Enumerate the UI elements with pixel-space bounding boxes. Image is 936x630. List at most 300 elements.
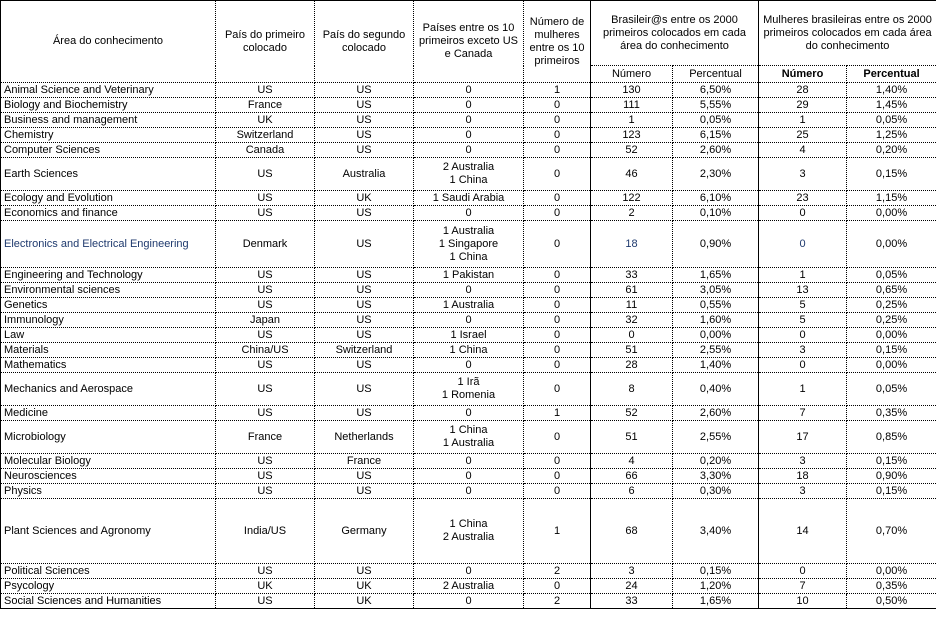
country-entry: 0 — [465, 98, 472, 111]
cell-top10-countries — [414, 421, 524, 454]
header-second-country: País do segundo colocado — [315, 1, 414, 83]
cell-wbr-numero: 5 — [759, 298, 847, 313]
cell-first-country: US — [216, 564, 315, 579]
cell-area: Animal Science and Veterinary — [1, 83, 216, 98]
cell-top10-countries — [414, 358, 524, 373]
cell-wbr-percentual: 0,15% — [847, 158, 936, 191]
country-entry: 1 Saudi Arabia — [432, 191, 505, 204]
country-entry: 2 Australia — [442, 161, 495, 173]
cell-wbr-numero: 0 — [759, 328, 847, 343]
cell-first-country: US — [216, 191, 315, 206]
cell-br-numero: 66 — [591, 469, 673, 484]
cell-wbr-percentual: 0,15% — [847, 454, 936, 469]
header-brazilian-women: Mulheres brasileiras entre os 2000 primeiros colocados em cada área do conhecimento — [759, 1, 936, 66]
country-entry: 1 Singapore — [438, 237, 499, 250]
cell-second-country: Switzerland — [315, 343, 414, 358]
cell-area: Computer Sciences — [1, 143, 216, 158]
cell-first-country: Denmark — [216, 221, 315, 268]
cell-top10-countries — [414, 221, 524, 268]
header-numero-women: Número — [759, 66, 847, 83]
cell-second-country: US — [315, 298, 414, 313]
table-row — [1, 469, 936, 484]
cell-top10-countries — [414, 113, 524, 128]
cell-br-percentual: 2,55% — [673, 421, 759, 454]
cell-br-percentual: 0,40% — [673, 373, 759, 406]
cell-first-country: US — [216, 373, 315, 406]
cell-area: Electronics and Electrical Engineering — [1, 221, 216, 268]
cell-wbr-percentual: 0,50% — [847, 594, 936, 609]
country-entry: 1 China — [449, 424, 488, 436]
cell-br-numero: 52 — [591, 406, 673, 421]
cell-br-numero: 61 — [591, 283, 673, 298]
cell-top10-countries — [414, 283, 524, 298]
cell-wbr-numero: 0 — [759, 358, 847, 373]
cell-area: Psycology — [1, 579, 216, 594]
cell-wbr-numero: 7 — [759, 406, 847, 421]
cell-area: Chemistry — [1, 128, 216, 143]
cell-first-country: India/US — [216, 499, 315, 564]
table-row — [1, 454, 936, 469]
header-percentual: Percentual — [673, 66, 759, 83]
country-entry: 0 — [465, 143, 472, 156]
cell-area: Neurosciences — [1, 469, 216, 484]
country-entry: 1 China — [449, 250, 488, 263]
cell-women-top10: 1 — [524, 499, 591, 564]
header-numero: Número — [591, 66, 673, 83]
cell-first-country: US — [216, 358, 315, 373]
cell-area: Microbiology — [1, 421, 216, 454]
cell-second-country: US — [315, 113, 414, 128]
table-row — [1, 484, 936, 499]
country-entry: 1 Romenia — [441, 389, 496, 401]
cell-first-country: US — [216, 406, 315, 421]
cell-top10-countries — [414, 313, 524, 328]
cell-women-top10: 0 — [524, 98, 591, 113]
cell-br-numero: 122 — [591, 191, 673, 206]
cell-wbr-numero: 14 — [759, 499, 847, 564]
cell-women-top10: 0 — [524, 268, 591, 283]
cell-wbr-percentual: 0,65% — [847, 283, 936, 298]
cell-wbr-percentual: 0,70% — [847, 499, 936, 564]
cell-second-country: Germany — [315, 499, 414, 564]
cell-wbr-numero: 3 — [759, 484, 847, 499]
cell-top10-countries — [414, 343, 524, 358]
cell-br-numero: 111 — [591, 98, 673, 113]
cell-br-percentual: 0,30% — [673, 484, 759, 499]
country-entry: 0 — [465, 594, 472, 607]
cell-top10-countries — [414, 298, 524, 313]
cell-first-country: US — [216, 206, 315, 221]
cell-br-percentual: 0,15% — [673, 564, 759, 579]
cell-area: Law — [1, 328, 216, 343]
cell-first-country: US — [216, 454, 315, 469]
cell-first-country: China/US — [216, 343, 315, 358]
cell-wbr-percentual: 0,20% — [847, 143, 936, 158]
table-row — [1, 206, 936, 221]
cell-br-percentual: 0,05% — [673, 113, 759, 128]
cell-br-percentual: 6,15% — [673, 128, 759, 143]
cell-wbr-numero: 17 — [759, 421, 847, 454]
cell-br-percentual: 1,20% — [673, 579, 759, 594]
cell-area: Environmental sciences — [1, 283, 216, 298]
cell-wbr-percentual: 0,35% — [847, 579, 936, 594]
cell-second-country: US — [315, 313, 414, 328]
cell-br-numero: 1 — [591, 113, 673, 128]
cell-women-top10: 0 — [524, 343, 591, 358]
cell-br-percentual: 6,10% — [673, 191, 759, 206]
cell-women-top10: 0 — [524, 313, 591, 328]
cell-wbr-numero: 0 — [759, 221, 847, 268]
cell-br-numero: 11 — [591, 298, 673, 313]
cell-wbr-percentual: 0,00% — [847, 564, 936, 579]
cell-women-top10: 2 — [524, 564, 591, 579]
cell-second-country: US — [315, 564, 414, 579]
cell-br-numero: 51 — [591, 421, 673, 454]
cell-br-percentual: 1,60% — [673, 313, 759, 328]
table-row — [1, 158, 936, 191]
table-row — [1, 499, 936, 564]
table-row — [1, 579, 936, 594]
table-row — [1, 328, 936, 343]
table-row — [1, 83, 936, 98]
table-row — [1, 128, 936, 143]
cell-wbr-percentual: 0,25% — [847, 313, 936, 328]
cell-women-top10: 0 — [524, 454, 591, 469]
country-entry: 0 — [465, 358, 472, 371]
cell-br-percentual: 1,65% — [673, 594, 759, 609]
cell-top10-countries — [414, 594, 524, 609]
cell-top10-countries — [414, 191, 524, 206]
country-entry: 0 — [465, 564, 472, 577]
cell-br-numero: 130 — [591, 83, 673, 98]
cell-br-percentual: 6,50% — [673, 83, 759, 98]
cell-first-country: US — [216, 283, 315, 298]
cell-first-country: France — [216, 421, 315, 454]
cell-top10-countries — [414, 469, 524, 484]
cell-women-top10: 0 — [524, 221, 591, 268]
cell-first-country: US — [216, 469, 315, 484]
cell-first-country: US — [216, 484, 315, 499]
cell-second-country: UK — [315, 579, 414, 594]
cell-wbr-numero: 3 — [759, 158, 847, 191]
cell-second-country: US — [315, 128, 414, 143]
cell-wbr-numero: 29 — [759, 98, 847, 113]
country-entry: 0 — [465, 313, 472, 326]
country-entry: 1 Australia — [442, 224, 495, 237]
cell-second-country: US — [315, 221, 414, 268]
cell-area: Medicine — [1, 406, 216, 421]
cell-area: Engineering and Technology — [1, 268, 216, 283]
cell-area: Immunology — [1, 313, 216, 328]
country-entry: 2 Australia — [442, 531, 495, 543]
cell-first-country: Japan — [216, 313, 315, 328]
cell-wbr-numero: 28 — [759, 83, 847, 98]
cell-br-numero: 68 — [591, 499, 673, 564]
cell-br-numero: 28 — [591, 358, 673, 373]
cell-women-top10: 0 — [524, 206, 591, 221]
cell-br-percentual: 3,30% — [673, 469, 759, 484]
cell-top10-countries — [414, 328, 524, 343]
cell-area: Social Sciences and Humanities — [1, 594, 216, 609]
cell-women-top10: 0 — [524, 113, 591, 128]
cell-br-numero: 2 — [591, 206, 673, 221]
cell-br-numero: 33 — [591, 268, 673, 283]
country-entry: 1 China — [449, 343, 488, 356]
table-row — [1, 343, 936, 358]
cell-first-country: US — [216, 158, 315, 191]
cell-br-numero: 6 — [591, 484, 673, 499]
country-entry: 0 — [465, 206, 472, 219]
table-row — [1, 283, 936, 298]
cell-wbr-numero: 4 — [759, 143, 847, 158]
cell-women-top10: 0 — [524, 158, 591, 191]
country-entry: 1 Pakistan — [442, 268, 495, 281]
country-entry: 1 Irã — [457, 376, 480, 388]
cell-top10-countries — [414, 373, 524, 406]
cell-first-country: US — [216, 594, 315, 609]
table-row — [1, 406, 936, 421]
cell-second-country: US — [315, 469, 414, 484]
cell-wbr-percentual: 0,05% — [847, 373, 936, 406]
cell-top10-countries — [414, 158, 524, 191]
country-entry: 1 Australia — [442, 298, 495, 311]
cell-br-numero: 4 — [591, 454, 673, 469]
cell-br-percentual: 2,60% — [673, 143, 759, 158]
cell-wbr-percentual: 0,05% — [847, 113, 936, 128]
cell-br-percentual: 1,40% — [673, 358, 759, 373]
table-row — [1, 358, 936, 373]
cell-second-country: US — [315, 373, 414, 406]
table-row — [1, 298, 936, 313]
cell-br-numero: 18 — [591, 221, 673, 268]
cell-women-top10: 2 — [524, 594, 591, 609]
country-entry: 0 — [465, 128, 472, 141]
country-entry: 0 — [465, 406, 472, 419]
cell-wbr-numero: 0 — [759, 206, 847, 221]
cell-top10-countries — [414, 499, 524, 564]
table-row — [1, 98, 936, 113]
cell-second-country: UK — [315, 594, 414, 609]
country-entry: 0 — [465, 83, 472, 96]
cell-wbr-percentual: 1,25% — [847, 128, 936, 143]
table-row — [1, 143, 936, 158]
cell-wbr-numero: 0 — [759, 564, 847, 579]
cell-wbr-percentual: 0,05% — [847, 268, 936, 283]
cell-top10-countries — [414, 128, 524, 143]
header-first-country: País do primeiro colocado — [216, 1, 315, 83]
table-row — [1, 373, 936, 406]
cell-women-top10: 1 — [524, 83, 591, 98]
country-entry: 0 — [465, 283, 472, 296]
cell-area: Plant Sciences and Agronomy — [1, 499, 216, 564]
cell-wbr-numero: 3 — [759, 454, 847, 469]
header-brazilians: Brasileir@s entre os 2000 primeiros colocados em cada área do conhecimento — [591, 1, 759, 66]
cell-second-country: US — [315, 358, 414, 373]
cell-women-top10: 0 — [524, 469, 591, 484]
cell-wbr-percentual: 0,00% — [847, 328, 936, 343]
table-row — [1, 313, 936, 328]
table-row — [1, 594, 936, 609]
cell-wbr-percentual: 0,85% — [847, 421, 936, 454]
cell-top10-countries — [414, 406, 524, 421]
table-row — [1, 268, 936, 283]
cell-wbr-percentual: 0,90% — [847, 469, 936, 484]
cell-women-top10: 0 — [524, 579, 591, 594]
cell-wbr-percentual: 1,45% — [847, 98, 936, 113]
cell-first-country: US — [216, 298, 315, 313]
cell-first-country: Canada — [216, 143, 315, 158]
cell-area: Ecology and Evolution — [1, 191, 216, 206]
header-area: Área do conhecimento — [1, 1, 216, 83]
cell-first-country: US — [216, 83, 315, 98]
cell-area: Mathematics — [1, 358, 216, 373]
cell-br-percentual: 0,90% — [673, 221, 759, 268]
cell-wbr-percentual: 0,00% — [847, 206, 936, 221]
cell-wbr-numero: 1 — [759, 113, 847, 128]
cell-women-top10: 0 — [524, 484, 591, 499]
cell-second-country: US — [315, 484, 414, 499]
cell-br-numero: 32 — [591, 313, 673, 328]
cell-br-numero: 46 — [591, 158, 673, 191]
cell-br-percentual: 2,60% — [673, 406, 759, 421]
cell-wbr-percentual: 0,00% — [847, 358, 936, 373]
cell-br-numero: 8 — [591, 373, 673, 406]
cell-br-percentual: 2,55% — [673, 343, 759, 358]
cell-area: Molecular Biology — [1, 454, 216, 469]
cell-second-country: Australia — [315, 158, 414, 191]
cell-br-percentual: 1,65% — [673, 268, 759, 283]
cell-area: Earth Sciences — [1, 158, 216, 191]
cell-br-percentual: 5,55% — [673, 98, 759, 113]
cell-women-top10: 0 — [524, 128, 591, 143]
cell-second-country: US — [315, 206, 414, 221]
cell-first-country: France — [216, 98, 315, 113]
cell-women-top10: 0 — [524, 421, 591, 454]
cell-women-top10: 1 — [524, 406, 591, 421]
cell-women-top10: 0 — [524, 373, 591, 406]
cell-top10-countries — [414, 268, 524, 283]
cell-women-top10: 0 — [524, 191, 591, 206]
cell-women-top10: 0 — [524, 283, 591, 298]
cell-area: Economics and finance — [1, 206, 216, 221]
country-entry: 1 China — [449, 174, 488, 186]
cell-br-percentual: 0,55% — [673, 298, 759, 313]
country-entry: 1 Australia — [442, 437, 495, 449]
cell-first-country: US — [216, 328, 315, 343]
cell-second-country: UK — [315, 191, 414, 206]
cell-area: Mechanics and Aerospace — [1, 373, 216, 406]
cell-br-numero: 0 — [591, 328, 673, 343]
cell-wbr-numero: 25 — [759, 128, 847, 143]
cell-women-top10: 0 — [524, 358, 591, 373]
cell-second-country: Netherlands — [315, 421, 414, 454]
cell-top10-countries — [414, 143, 524, 158]
cell-top10-countries — [414, 98, 524, 113]
cell-br-percentual: 0,00% — [673, 328, 759, 343]
cell-br-numero: 52 — [591, 143, 673, 158]
cell-top10-countries — [414, 579, 524, 594]
cell-br-numero: 3 — [591, 564, 673, 579]
cell-wbr-percentual: 0,25% — [847, 298, 936, 313]
cell-second-country: US — [315, 98, 414, 113]
cell-second-country: US — [315, 406, 414, 421]
country-entry: 0 — [465, 454, 472, 467]
header-women-top10: Número de mulheres entre os 10 primeiros — [524, 1, 591, 83]
table-row — [1, 191, 936, 206]
cell-wbr-percentual: 1,15% — [847, 191, 936, 206]
table-row — [1, 113, 936, 128]
cell-br-numero: 51 — [591, 343, 673, 358]
cell-wbr-numero: 3 — [759, 343, 847, 358]
country-entry: 1 China — [449, 518, 488, 530]
cell-area: Biology and Biochemistry — [1, 98, 216, 113]
cell-top10-countries — [414, 564, 524, 579]
country-entry: 0 — [465, 484, 472, 497]
cell-first-country: UK — [216, 579, 315, 594]
cell-area: Materials — [1, 343, 216, 358]
cell-wbr-percentual: 0,35% — [847, 406, 936, 421]
cell-women-top10: 0 — [524, 143, 591, 158]
cell-top10-countries — [414, 484, 524, 499]
header-percentual-women: Percentual — [847, 66, 936, 83]
country-entry: 1 Israel — [450, 328, 487, 341]
cell-women-top10: 0 — [524, 328, 591, 343]
cell-top10-countries — [414, 454, 524, 469]
cell-top10-countries — [414, 83, 524, 98]
cell-wbr-percentual: 1,40% — [847, 83, 936, 98]
cell-wbr-numero: 10 — [759, 594, 847, 609]
country-entry: 0 — [465, 113, 472, 126]
cell-wbr-numero: 18 — [759, 469, 847, 484]
table-body — [1, 83, 936, 609]
cell-wbr-percentual: 0,15% — [847, 484, 936, 499]
cell-br-percentual: 3,40% — [673, 499, 759, 564]
cell-area: Business and management — [1, 113, 216, 128]
cell-second-country: US — [315, 143, 414, 158]
cell-second-country: US — [315, 328, 414, 343]
cell-wbr-percentual: 0,00% — [847, 221, 936, 268]
table-row — [1, 421, 936, 454]
cell-wbr-numero: 5 — [759, 313, 847, 328]
cell-wbr-numero: 1 — [759, 373, 847, 406]
header-top10-countries: Países entre os 10 primeiros exceto US e Canada — [414, 1, 524, 83]
cell-br-numero: 123 — [591, 128, 673, 143]
country-entry: 2 Australia — [442, 579, 495, 592]
table-row — [1, 564, 936, 579]
cell-top10-countries — [414, 206, 524, 221]
cell-second-country: US — [315, 268, 414, 283]
cell-first-country: US — [216, 268, 315, 283]
cell-br-percentual: 0,10% — [673, 206, 759, 221]
cell-second-country: US — [315, 283, 414, 298]
cell-second-country: France — [315, 454, 414, 469]
cell-br-numero: 24 — [591, 579, 673, 594]
cell-br-percentual: 2,30% — [673, 158, 759, 191]
table-row — [1, 221, 936, 268]
cell-wbr-numero: 7 — [759, 579, 847, 594]
cell-wbr-numero: 23 — [759, 191, 847, 206]
country-entry: 0 — [465, 469, 472, 482]
cell-women-top10: 0 — [524, 298, 591, 313]
cell-br-numero: 33 — [591, 594, 673, 609]
cell-area: Political Sciences — [1, 564, 216, 579]
cell-wbr-numero: 1 — [759, 268, 847, 283]
cell-first-country: UK — [216, 113, 315, 128]
cell-area: Physics — [1, 484, 216, 499]
cell-first-country: Switzerland — [216, 128, 315, 143]
cell-br-percentual: 3,05% — [673, 283, 759, 298]
cell-area: Genetics — [1, 298, 216, 313]
